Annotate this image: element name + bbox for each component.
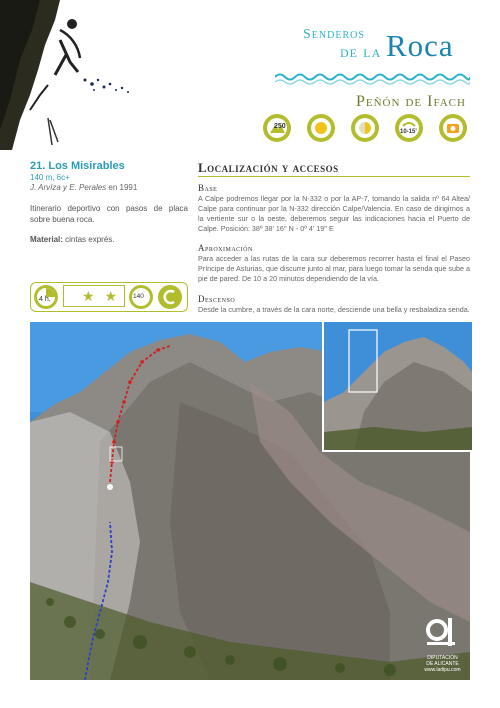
climber-illustration bbox=[0, 0, 140, 150]
info-icons-row bbox=[263, 114, 467, 142]
approach-text: Para acceder a las rutas de la cara sur deberemos recorrer hasta el final el Paseo Príncipe de Asturias, que discurre junto al mar, para luego tomar la senda que sube a pie de pared. De 10 a 20 minutos dependiendo de la vía. bbox=[198, 254, 470, 283]
route-authors bbox=[30, 183, 137, 192]
descent-text: Desde la cumbre, a través de la cara norte, desciende una bella y resbaladiza senda. bbox=[198, 305, 470, 314]
time-badge-label: 4 h. bbox=[39, 296, 51, 303]
material-label: Material: bbox=[30, 235, 63, 244]
length-badge-label: 140 bbox=[133, 293, 144, 300]
approach-heading: Aproximación bbox=[198, 243, 253, 253]
logo-line1: DIPUTACIÓN bbox=[427, 655, 458, 661]
difficulty-stars bbox=[63, 285, 125, 307]
brand-senderos: Senderos bbox=[303, 27, 365, 42]
logo-line3: www.ladipu.com bbox=[424, 667, 461, 673]
time-label: 10-15' bbox=[400, 129, 417, 135]
route-description: Itinerario deportivo con pasos de placa sobre buena roca. bbox=[30, 204, 188, 224]
diputacion-logo bbox=[415, 616, 470, 680]
route-authors-names: J. Arvíza y E. Perales bbox=[30, 183, 107, 192]
brand-roca: Roca bbox=[386, 28, 454, 63]
waves-decoration bbox=[275, 68, 470, 86]
half-sun-icon bbox=[351, 114, 379, 142]
route-meta: 140 m, 6c+ bbox=[30, 173, 70, 182]
logo-line2: DE ALICANTE bbox=[426, 661, 459, 667]
access-section-title: Localización y accesos bbox=[198, 160, 339, 175]
altitude-icon bbox=[263, 114, 291, 142]
altitude-label: 250 bbox=[274, 123, 286, 130]
brand-de-la: de la bbox=[340, 42, 382, 61]
descent-heading: Descenso bbox=[198, 294, 236, 304]
route-title: 21. Los Misirables bbox=[30, 160, 125, 172]
base-text: A Calpe podremos llegar por la N-332 o por la AP-7, tomando la salida nº 64 Altea/ Calpe para continuar por la N-332 dirección Calpe/Valencia. En caso de dirigirnos a la vertiente sur o la oeste, deberemos seguir las indicaciones hacia el Puerto de Calpe. Posición: 38º 38' 16'' N - 0º 4' 19'' E bbox=[198, 194, 470, 233]
camera-icon bbox=[439, 114, 467, 142]
base-heading: Base bbox=[198, 183, 218, 193]
route-authors-year: en 1991 bbox=[108, 183, 138, 192]
stars-text: ★ ★ bbox=[82, 288, 120, 304]
sector-title: Peñón de Ifach bbox=[356, 93, 466, 110]
logo-mark-icon bbox=[415, 616, 470, 650]
title-divider bbox=[198, 176, 470, 177]
material-value: cintas exprés. bbox=[65, 235, 115, 244]
time-icon bbox=[395, 114, 423, 142]
overview-inset-photo bbox=[322, 322, 472, 452]
route-material bbox=[30, 235, 115, 244]
orientation-icon bbox=[157, 284, 183, 310]
sun-icon bbox=[307, 114, 335, 142]
